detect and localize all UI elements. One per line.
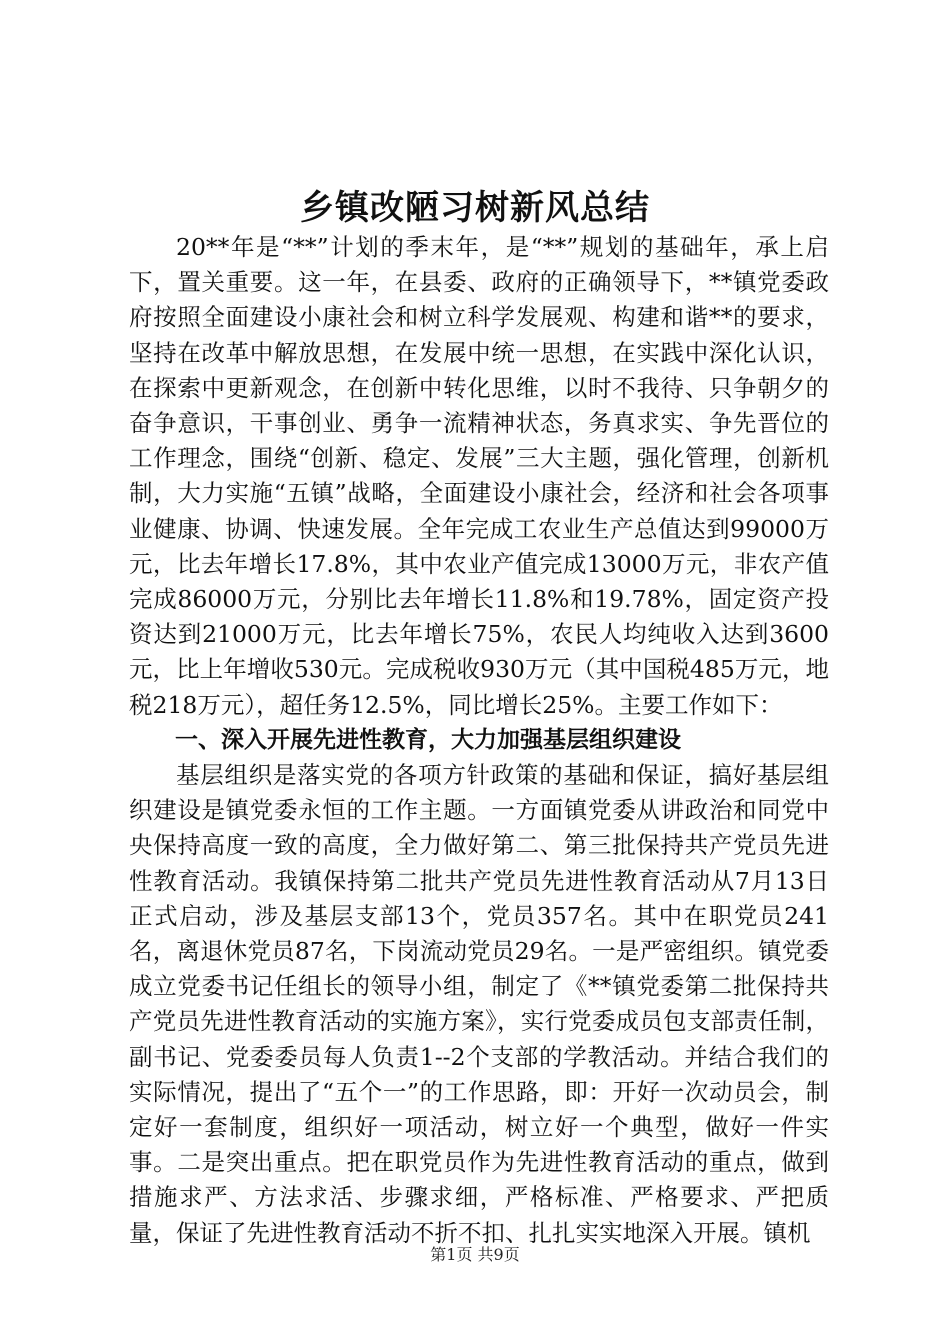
document-title: 乡镇改陋习树新风总结 <box>300 188 650 228</box>
section-paragraph: 基层组织是落实党的各项方针政策的基础和保证，搞好基层组织建设是镇党委永恒的工作主题。一方面镇党委从讲政治和同党中央保持高度一致的高度，全力做好第二、第三批保持共产党员先进性教育活动。我镇保持第二批共产党员先进性教育活动从7月13日正式启动，涉及基层支部13个，党员357名。其中在职党员241名，离退休党员87名，下岗流动党员29名。一是严密组织。镇党委成立党委书记任组长的领导小组，制定了《**镇党委第二批保持共产党员先进性教育活动的实施方案》，实行党委成员包支部责任制，副书记、党委委员每人负责1--2个支部的学教活动。并结合我们的实际情况，提出了“五个一”的工作思路，即：开好一次动员会，制定好一套制度，组织好一项活动，树立好一个典型，做好一件实事。二是突出重点。把在职党员作为先进性教育活动的重点，做到措施求严、方法求活、步骤求细，严格标准、严格要求、严把质量，保证了先进性教育活动不折不扣、扎扎实实地深入开展。镇机 <box>129 761 829 1247</box>
page-number-footer: 第1页 共9页 <box>430 1245 520 1264</box>
document-body <box>129 230 829 1251</box>
section-heading: 一、深入开展先进性教育，大力加强基层组织建设 <box>175 726 681 753</box>
intro-paragraph: 20**年是“**”计划的季末年，是“**”规划的基础年，承上启下，置关重要。这一年，在县委、政府的正确领导下，**镇党委政府按照全面建设小康社会和树立科学发展观、构建和谐**的要求，坚持在改革中解放思想，在发展中统一思想，在实践中深化认识，在探索中更新观念，在创新中转化思维，以时不我待、只争朝夕的奋争意识，干事创业、勇争一流精神状态，务真求实、争先晋位的工作理念，围绕“创新、稳定、发展”三大主题，强化管理，创新机制，大力实施“五镇”战略，全面建设小康社会，经济和社会各项事业健康、协调、快速发展。全年完成工农业生产总值达到99000万元，比去年增长17.8%，其中农业产值完成13000万元，非农产值完成86000万元，分别比去年增长11.8%和19.78%，固定资产投资达到21000万元，比去年增长75%，农民人均纯收入达到3600元，比上年增收530元。完成税收930万元（其中国税485万元，地税218万元），超任务12.5%，同比增长25%。主要工作如下： <box>129 233 829 719</box>
